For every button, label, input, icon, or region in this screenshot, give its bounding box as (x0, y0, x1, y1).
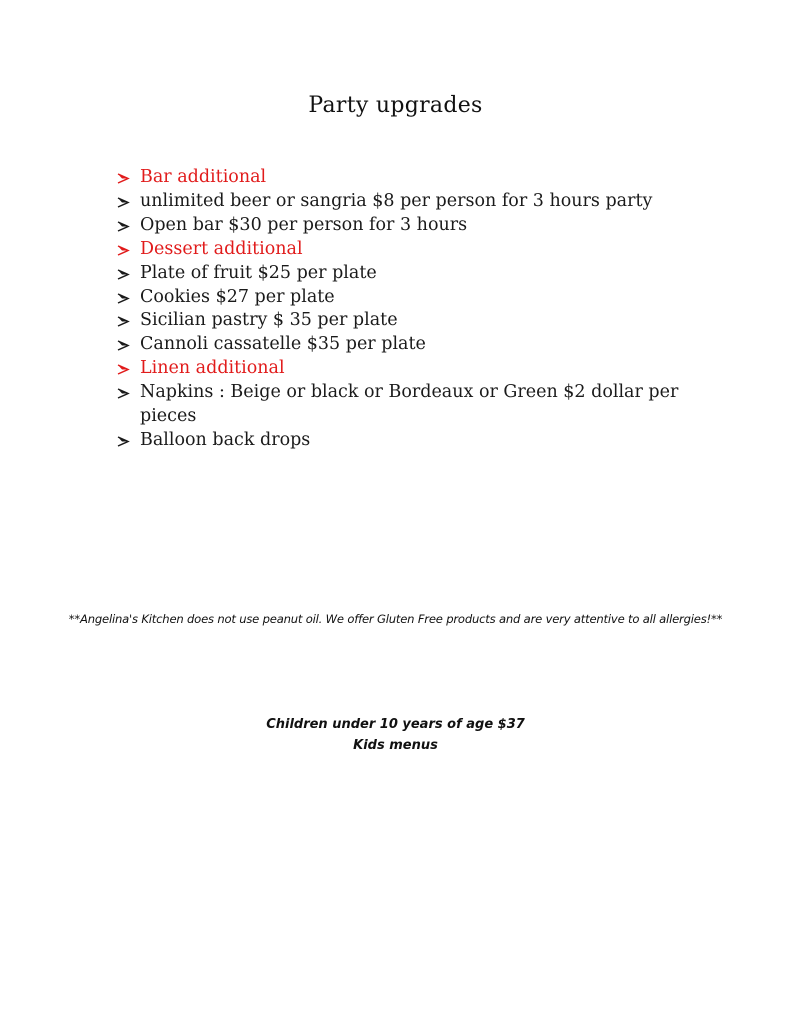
list-item (117, 381, 715, 429)
list-item (117, 357, 737, 381)
list-item (117, 238, 737, 262)
list-item-label: Plate of fruit $25 per plate (140, 262, 377, 283)
list-item-label: Balloon back drops (140, 429, 311, 450)
list-item-label: Napkins : Beige or black or Bordeaux or Green $2 dollar per pieces (140, 382, 679, 427)
list-item-label: Bar additional (140, 167, 267, 187)
list-item-label: Cookies $27 per plate (140, 286, 335, 307)
arrowhead-bullet-icon (117, 221, 130, 232)
list-item-label: Open bar $30 per person for 3 hours (140, 214, 468, 235)
arrowhead-bullet-icon (117, 269, 130, 280)
list-item-label: Dessert additional (140, 238, 303, 259)
list-item-label: unlimited beer or sangria $8 per person for 3 hours party (140, 190, 653, 211)
upgrades-list (117, 166, 737, 453)
list-item (117, 214, 737, 238)
list-item (117, 166, 737, 190)
kids-price-line: Children under 10 years of age $37 (266, 717, 525, 732)
page-title: Party upgrades (308, 93, 483, 118)
list-item-label: Sicilian pastry $ 35 per plate (140, 310, 398, 331)
arrowhead-bullet-icon (117, 388, 130, 399)
arrowhead-bullet-icon (117, 316, 130, 327)
arrowhead-bullet-icon (117, 293, 130, 304)
list-item (117, 286, 737, 310)
list-item (117, 262, 737, 286)
kids-pricing (0, 714, 791, 756)
allergy-note: **Angelina's Kitchen does not use peanut oil. We offer Gluten Free products and are very attentive to all allergies!** (68, 612, 723, 626)
arrowhead-bullet-icon (117, 340, 130, 351)
list-item-label: Cannoli cassatelle $35 per plate (140, 334, 426, 355)
list-item-label: Linen additional (140, 358, 285, 379)
arrowhead-bullet-icon (117, 197, 130, 208)
arrowhead-bullet-icon (117, 245, 130, 256)
list-item (117, 190, 737, 214)
arrowhead-bullet-icon (117, 436, 130, 447)
arrowhead-bullet-icon (117, 364, 130, 375)
list-item (117, 309, 737, 333)
kids-menu-line: Kids menus (353, 738, 438, 753)
arrowhead-bullet-icon (117, 173, 130, 184)
list-item (117, 429, 737, 453)
list-item (117, 333, 737, 357)
